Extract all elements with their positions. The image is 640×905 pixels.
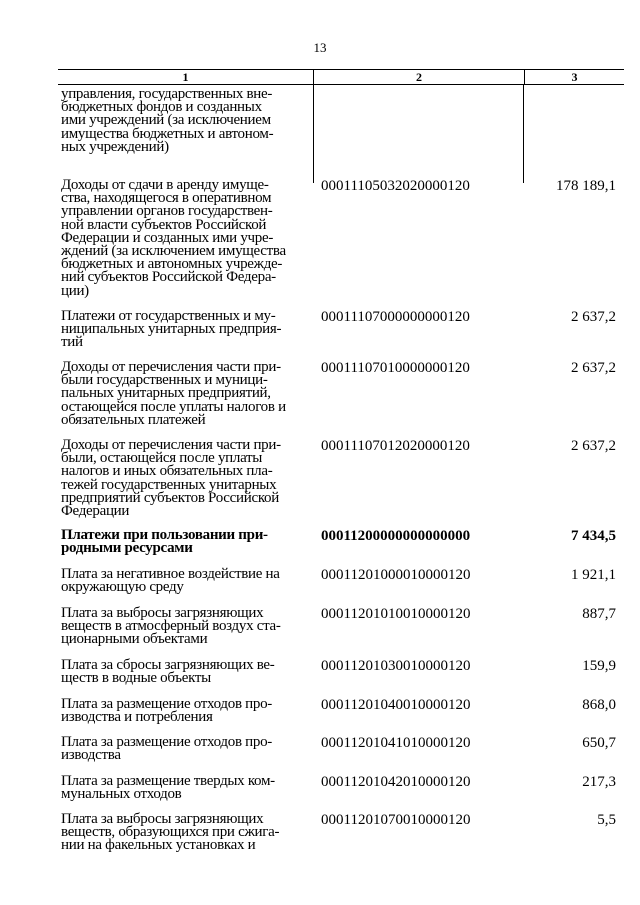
row-code: 00011107000000000120 bbox=[321, 309, 470, 325]
row-name: Доходы от перечисления части при- были, остающейся после уплаты налогов и иных обязательных пла- тежей государственных унитарных предприятий субъектов Российской Федерации bbox=[61, 437, 281, 520]
row-amount: 5,5 bbox=[597, 812, 616, 828]
column-header-1: 1 bbox=[182, 70, 189, 84]
column-header-3: 3 bbox=[524, 70, 624, 84]
row-code: 00011105032020000120 bbox=[321, 178, 470, 194]
row-code: 00011201070010000120 bbox=[321, 812, 471, 828]
row-name: Платежи от государственных и му- ниципальных унитарных предприя- тий bbox=[61, 308, 282, 351]
page-number: 13 bbox=[313, 40, 327, 55]
column-header-2: 2 bbox=[313, 70, 524, 84]
row-name: управления, государственных вне- бюджетных фондов и созданных ими учреждений (за исключением имущества бюджетных и автоном- ных учреждений) bbox=[61, 86, 274, 155]
row-name: Плата за выбросы загрязняющих веществ в атмосферный воздух ста- ционарными объектами bbox=[61, 605, 281, 648]
row-name: Доходы от сдачи в аренду имуще- ства, находящегося в оперативном управлении органов государствен- ной власти субъектов Российской Федерации и созданных ими учре- ждений (за исключением имущества бюджетных и автономных учрежде- ний субъектов Российской Федера- ции) bbox=[61, 177, 286, 299]
row-name: Плата за негативное воздействие на окружающую среду bbox=[61, 566, 280, 596]
row-code: 00011107010000000120 bbox=[321, 360, 470, 376]
row-name: Плата за размещение отходов про- изводства и потребления bbox=[61, 696, 272, 726]
row-code: 00011201040010000120 bbox=[321, 697, 471, 713]
row-code: 00011201042010000120 bbox=[321, 774, 471, 790]
row-amount: 217,3 bbox=[582, 774, 616, 790]
row-amount: 159,9 bbox=[582, 658, 616, 674]
row-amount: 2 637,2 bbox=[571, 360, 616, 376]
row-code: 00011201010010000120 bbox=[321, 606, 471, 622]
row-name: Плата за выбросы загрязняющих веществ, образующихся при сжига- нии на факельных установках и bbox=[61, 811, 280, 854]
row-amount: 650,7 bbox=[582, 735, 616, 751]
row-name: Плата за сбросы загрязняющих ве- ществ в водные объекты bbox=[61, 657, 275, 687]
row-code: 00011200000000000000 bbox=[321, 528, 471, 544]
row-amount: 1 921,1 bbox=[571, 567, 616, 583]
row-code: 00011107012020000120 bbox=[321, 438, 470, 454]
row-code: 00011201000010000120 bbox=[321, 567, 471, 583]
revenue-table bbox=[58, 69, 624, 854]
row-amount: 178 189,1 bbox=[556, 178, 616, 194]
row-amount: 2 637,2 bbox=[571, 438, 616, 454]
row-amount: 2 637,2 bbox=[571, 309, 616, 325]
column-divider bbox=[523, 85, 524, 183]
table-header bbox=[58, 69, 624, 85]
row-name: Плата за размещение твердых ком- мунальных отходов bbox=[61, 773, 275, 803]
row-code: 00011201030010000120 bbox=[321, 658, 471, 674]
row-name: Доходы от перечисления части при- были государственных и муници- пальных унитарных предприятий, остающейся после уплаты налогов и обязательных платежей bbox=[61, 359, 286, 428]
row-amount: 868,0 bbox=[582, 697, 616, 713]
row-name: Плата за размещение отходов про- изводства bbox=[61, 734, 272, 764]
row-amount: 7 434,5 bbox=[571, 528, 616, 544]
column-divider bbox=[313, 85, 314, 183]
row-name: Платежи при пользовании при- родными ресурсами bbox=[61, 527, 268, 557]
row-code: 00011201041010000120 bbox=[321, 735, 471, 751]
row-amount: 887,7 bbox=[582, 606, 616, 622]
